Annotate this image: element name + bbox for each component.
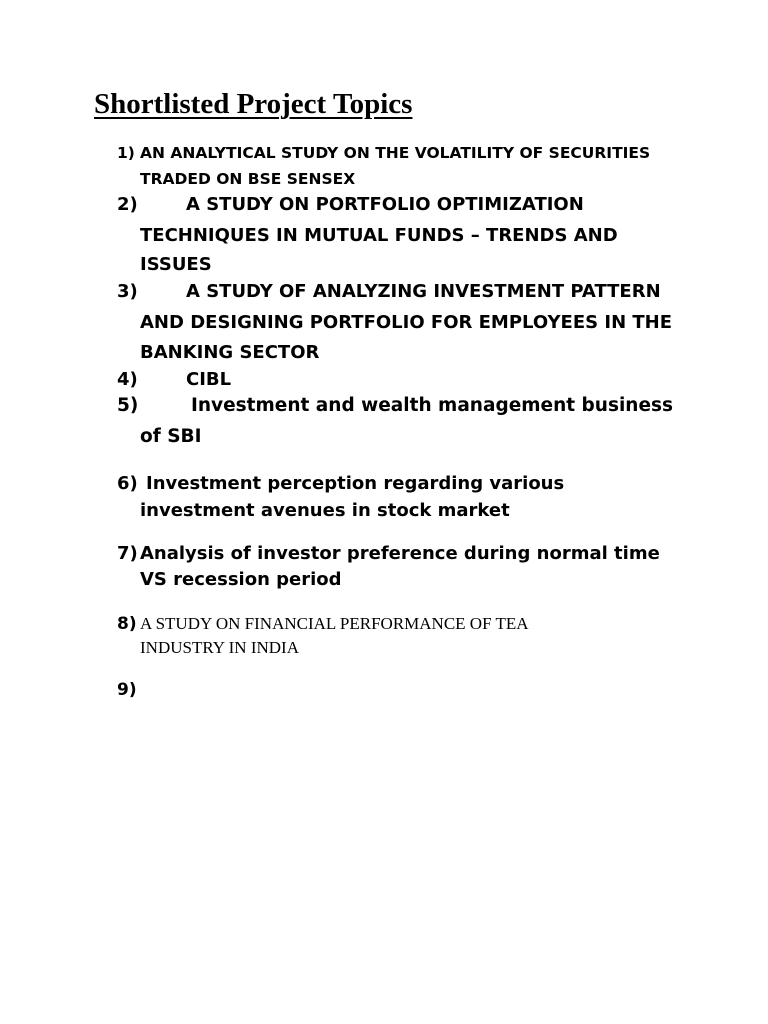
- item-line: AN ANALYTICAL STUDY ON THE VOLATILITY OF SECURITIES: [140, 144, 651, 162]
- item-number: 1): [117, 144, 135, 162]
- item-line: A STUDY ON FINANCIAL PERFORMANCE OF TEA: [140, 614, 529, 633]
- item-line: VS recession period: [140, 569, 342, 590]
- item-number: 6): [117, 473, 138, 494]
- item-line: CIBL: [186, 369, 232, 390]
- item-line: BANKING SECTOR: [140, 342, 320, 363]
- page-title: Shortlisted Project Topics: [94, 88, 413, 120]
- item-number: 9): [117, 680, 137, 700]
- item-number: 2): [117, 194, 138, 215]
- item-number: 8): [117, 614, 137, 634]
- item-line: AND DESIGNING PORTFOLIO FOR EMPLOYEES IN THE: [140, 312, 673, 333]
- item-line: of SBI: [140, 426, 202, 447]
- item-number: 7): [117, 543, 138, 564]
- item-line: investment avenues in stock market: [140, 500, 510, 521]
- item-line: Analysis of investor preference during normal time: [140, 543, 660, 564]
- item-line: A STUDY OF ANALYZING INVESTMENT PATTERN: [186, 281, 661, 302]
- item-number: 3): [117, 281, 138, 302]
- item-line: TRADED ON BSE SENSEX: [140, 170, 356, 188]
- item-line: TECHNIQUES IN MUTUAL FUNDS – TRENDS AND: [140, 225, 618, 246]
- item-line: Investment perception regarding various: [146, 473, 565, 494]
- item-line: A STUDY ON PORTFOLIO OPTIMIZATION: [186, 194, 584, 215]
- item-number: 4): [117, 369, 138, 390]
- item-line: Investment and wealth management business: [191, 395, 674, 416]
- item-number: 5): [117, 395, 139, 416]
- item-line: INDUSTRY IN INDIA: [140, 638, 299, 657]
- item-line: ISSUES: [140, 254, 212, 275]
